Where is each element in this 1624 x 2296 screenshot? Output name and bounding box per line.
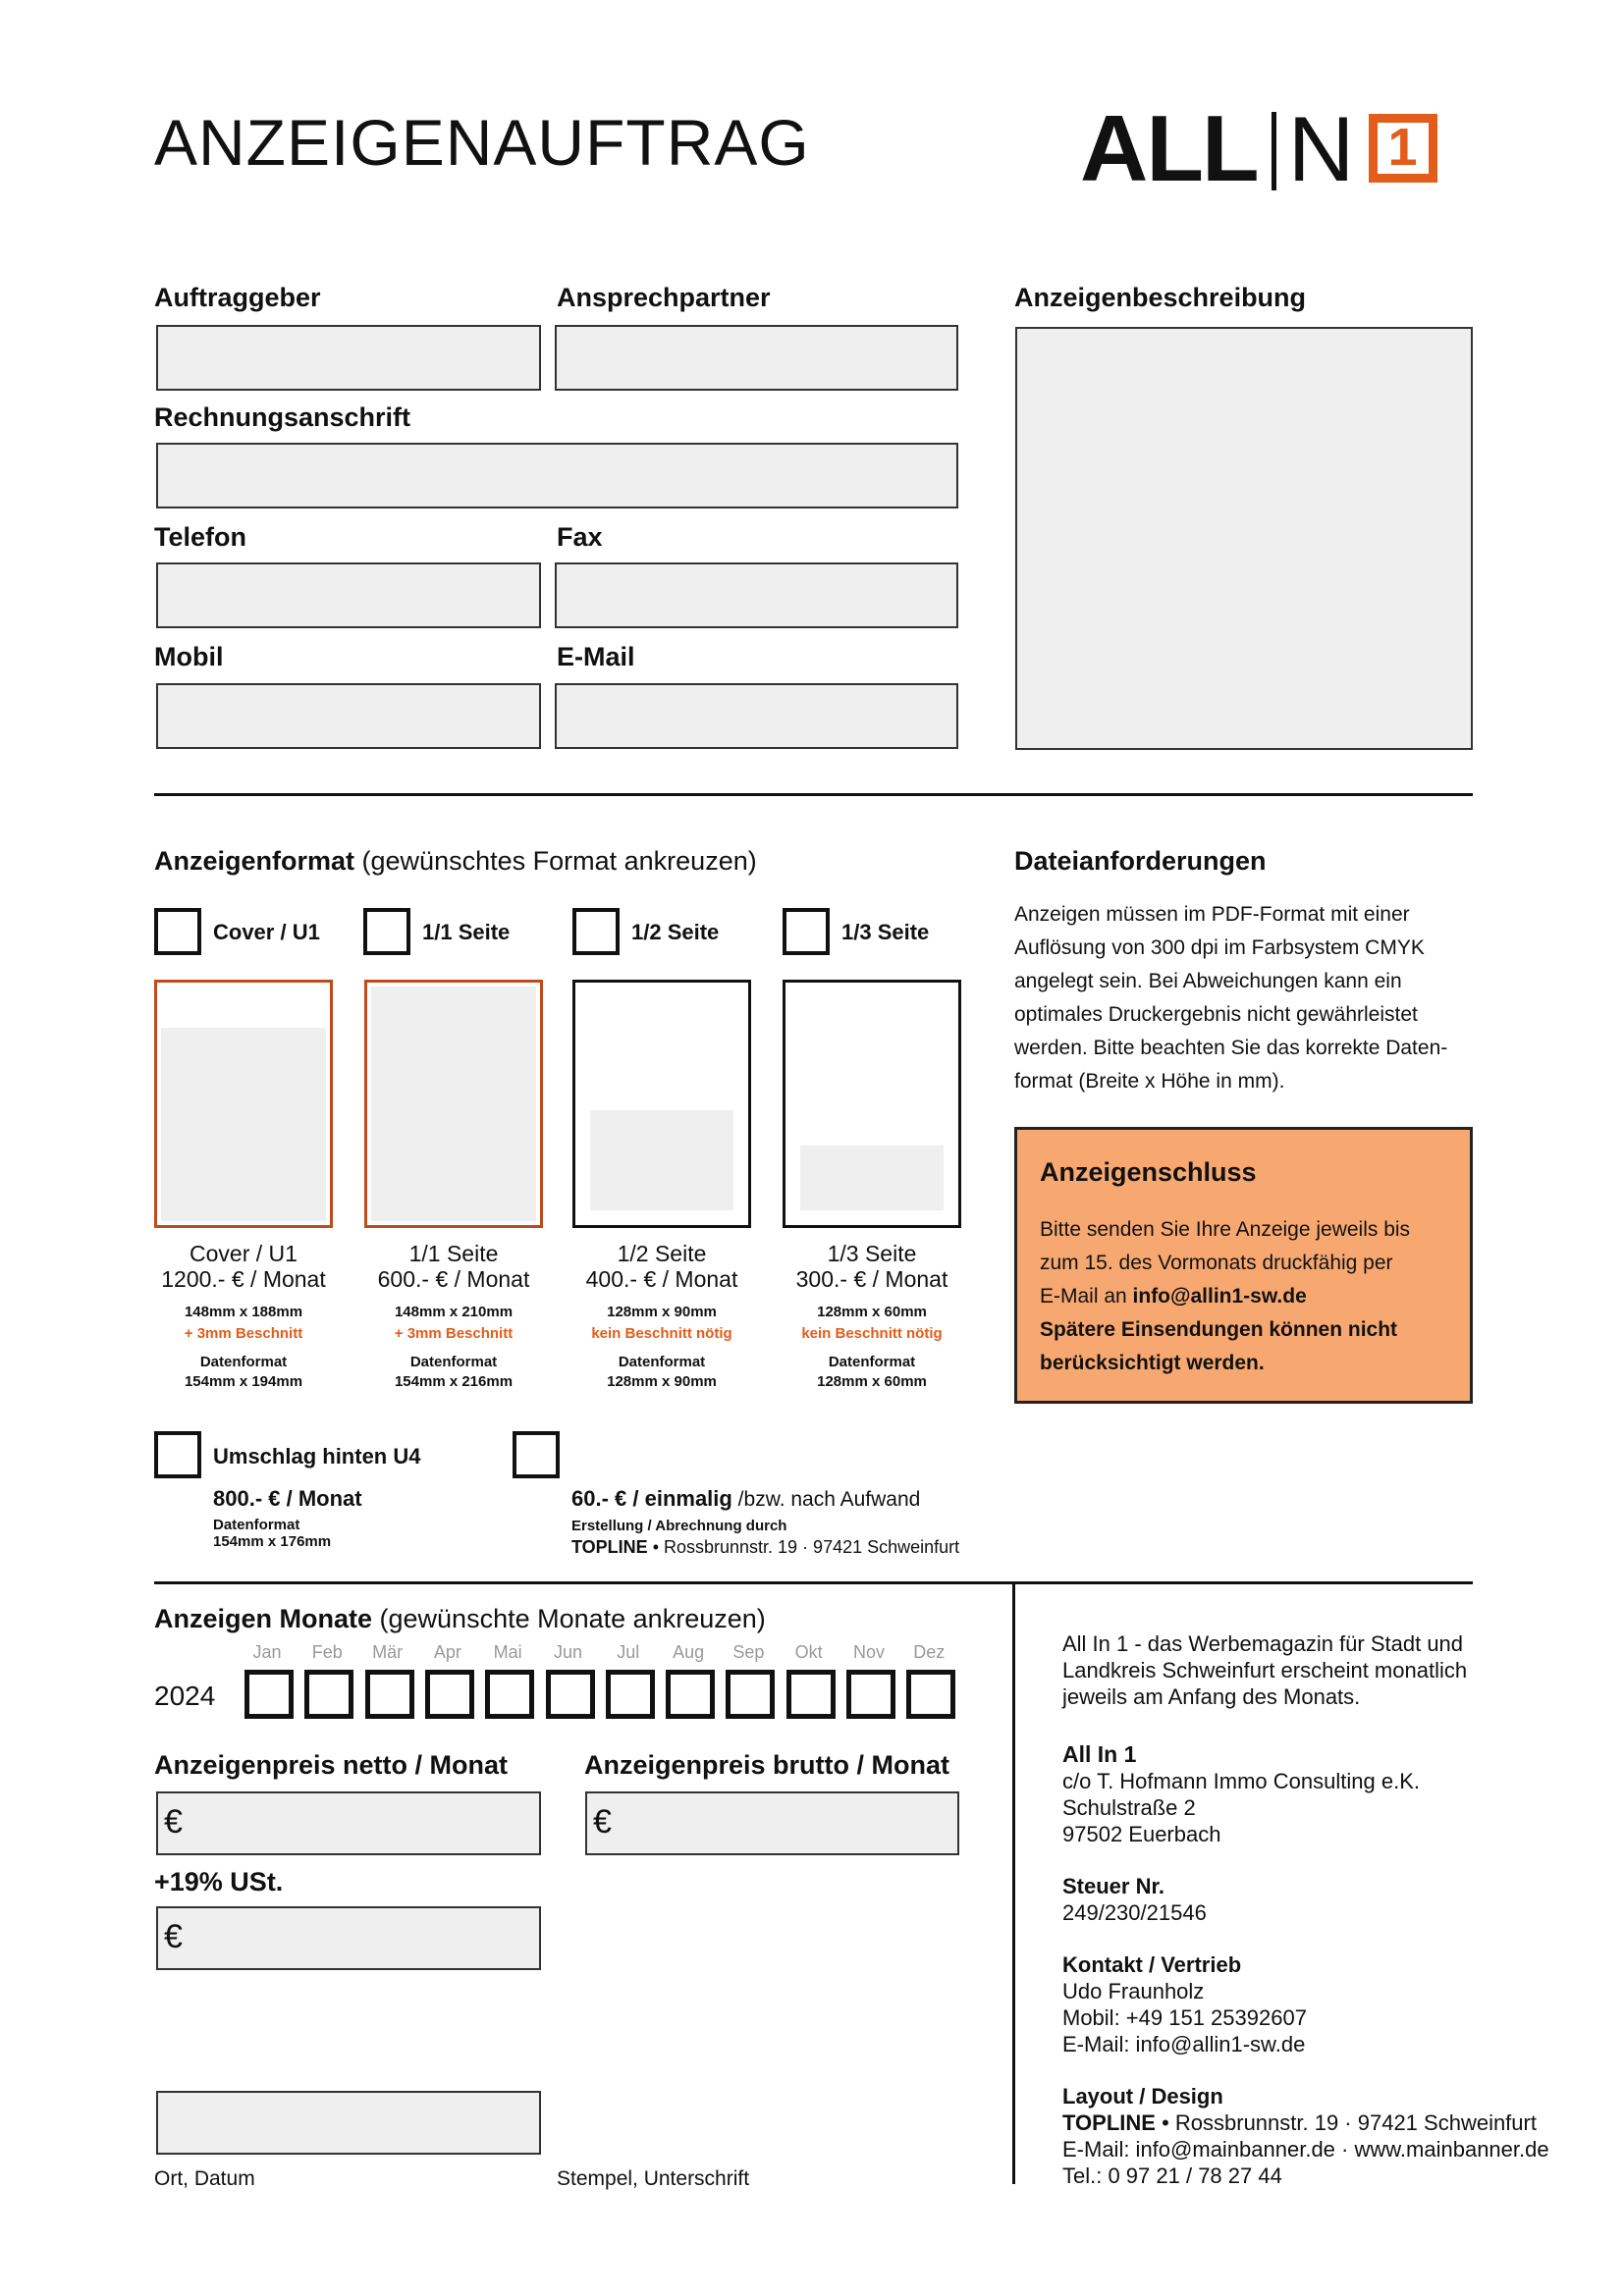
format-name: 1/2 Seite <box>617 1241 707 1266</box>
deadline-heading: Anzeigenschluss <box>1040 1157 1257 1187</box>
logo-bar <box>1272 112 1276 190</box>
info-contact <box>1062 1951 1307 2057</box>
info-layout-line: Tel.: 0 97 21 / 78 27 44 <box>1062 2163 1282 2188</box>
format-info-cover <box>135 1241 352 1392</box>
info-contact-line: E-Mail: info@allin1-sw.de <box>1062 2032 1306 2056</box>
info-layout-topline: TOPLINE <box>1062 2110 1156 2135</box>
format-size: 148mm x 188mm <box>184 1304 303 1320</box>
checkbox-full-page-label: 1/1 Seite <box>422 920 511 944</box>
netto-field[interactable] <box>156 1791 541 1855</box>
u4-data-size: 154mm x 176mm <box>213 1533 332 1550</box>
preview-half-page <box>572 980 751 1228</box>
euro-sign: € <box>164 1803 183 1841</box>
month-checkbox-apr[interactable] <box>425 1670 474 1719</box>
preview-cover-area <box>161 1028 326 1221</box>
checkbox-cover-label: Cover / U1 <box>213 920 320 944</box>
deadline-box <box>1014 1127 1473 1404</box>
info-company-line: c/o T. Hofmann Immo Consulting e.K. <box>1062 1769 1420 1793</box>
format-heading-bold: Anzeigenformat <box>154 846 355 876</box>
requirements-heading: Dateianforderungen <box>1014 846 1267 876</box>
format-data-label: Datenformat <box>409 1354 498 1370</box>
deadline-text <box>1040 1213 1410 1380</box>
anzeigenbeschreibung-label: Anzeigenbeschreibung <box>1014 283 1307 312</box>
design-price-bold: 60.- € / einmalig <box>571 1486 732 1511</box>
month-checkbox-jun[interactable] <box>546 1670 595 1719</box>
checkbox-u4-label: Umschlag hinten U4 <box>213 1444 421 1468</box>
format-info-third-page <box>764 1241 980 1392</box>
month-checkbox-nov[interactable] <box>846 1670 895 1719</box>
month-label-nov: Nov <box>852 1642 885 1662</box>
format-size: 128mm x 90mm <box>607 1304 717 1320</box>
info-layout-address: • Rossbrunnstr. 19 · 97421 Schweinfurt <box>1155 2110 1537 2135</box>
divider-vertical <box>1012 1581 1015 2184</box>
info-intro-line: All In 1 - das Werbemagazin für Stadt und <box>1062 1631 1464 1656</box>
checkbox-half-page-label: 1/2 Seite <box>631 920 720 944</box>
deadline-line2: zum 15. des Vormonats druckfähig per <box>1040 1252 1393 1274</box>
deadline-line3-pre: E-Mail an <box>1040 1285 1133 1308</box>
info-company-name: All In 1 <box>1062 1741 1137 1767</box>
format-name: Cover / U1 <box>189 1241 298 1266</box>
month-label-mär: Mär <box>372 1642 404 1662</box>
format-note: kein Beschnitt nötig <box>801 1325 943 1342</box>
brutto-field[interactable] <box>585 1791 959 1855</box>
format-heading-rest: (gewünschtes Format ankreuzen) <box>354 846 757 876</box>
info-layout-topline-line <box>1062 2109 1549 2136</box>
email-field[interactable] <box>555 683 958 749</box>
month-checkbox-okt[interactable] <box>786 1670 836 1719</box>
format-data-size: 128mm x 60mm <box>817 1373 927 1390</box>
requirements-line: Anzeigen müssen im PDF-Format mit einer <box>1014 903 1410 926</box>
info-intro <box>1062 1630 1467 1710</box>
logo-number-box <box>1369 114 1437 183</box>
format-price: 300.- € / Monat <box>795 1266 948 1292</box>
requirements-text <box>1014 898 1447 1098</box>
format-note: + 3mm Beschnitt <box>394 1325 514 1342</box>
format-size: 148mm x 210mm <box>394 1304 514 1320</box>
deadline-line4: Spätere Einsendungen können nicht <box>1040 1318 1398 1341</box>
info-layout <box>1062 2083 1549 2189</box>
months-heading-rest: (gewünschte Monate ankreuzen) <box>372 1604 766 1633</box>
month-label-aug: Aug <box>673 1642 705 1662</box>
preview-third-page <box>783 980 961 1228</box>
info-intro-line: jeweils am Anfang des Monats. <box>1062 1684 1361 1709</box>
ansprechpartner-label: Ansprechpartner <box>557 283 771 312</box>
preview-full-page-area <box>371 987 536 1221</box>
rechnungsanschrift-label: Rechnungsanschrift <box>154 402 411 432</box>
preview-third-page-area <box>800 1146 944 1210</box>
rechnungsanschrift-field[interactable] <box>156 443 958 508</box>
mobil-label: Mobil <box>154 642 224 671</box>
preview-half-page-area <box>590 1110 733 1210</box>
design-line1: Erstellung / Abrechnung durch <box>571 1518 787 1534</box>
logo-number: 1 <box>1387 118 1418 177</box>
ort-datum-label: Ort, Datum <box>154 2167 255 2190</box>
format-data-label: Datenformat <box>828 1354 916 1370</box>
format-size: 128mm x 60mm <box>817 1304 927 1320</box>
ansprechpartner-field[interactable] <box>555 325 958 391</box>
requirements-line: optimales Druckergebnis nicht gewährleistet <box>1014 1003 1418 1026</box>
format-price: 400.- € / Monat <box>585 1266 738 1292</box>
month-checkbox-dez[interactable] <box>906 1670 955 1719</box>
deadline-line5: berücksichtigt werden. <box>1040 1352 1265 1374</box>
design-price-rest: /bzw. nach Aufwand <box>731 1488 921 1511</box>
format-price: 600.- € / Monat <box>377 1266 530 1292</box>
design-topline: TOPLINE <box>571 1537 648 1557</box>
info-intro-line: Landkreis Schweinfurt erscheint monatlich <box>1062 1658 1468 1682</box>
month-checkbox-mai[interactable] <box>485 1670 534 1719</box>
format-note: kein Beschnitt nötig <box>591 1325 732 1342</box>
telefon-label: Telefon <box>154 522 246 552</box>
design-address: • Rossbrunnstr. 19 · 97421 Schweinfurt <box>647 1537 960 1557</box>
month-checkbox-jul[interactable] <box>606 1670 655 1719</box>
page-title: ANZEIGENAUFTRAG <box>154 106 810 179</box>
info-company <box>1062 1741 1420 1847</box>
month-label-okt: Okt <box>794 1642 823 1662</box>
info-tax <box>1062 1873 1207 1926</box>
allin1-logo <box>1080 96 1437 201</box>
format-data-size: 154mm x 194mm <box>184 1373 303 1390</box>
email-label: E-Mail <box>557 642 635 671</box>
format-data-size: 154mm x 216mm <box>394 1373 514 1390</box>
info-contact-line: Mobil: +49 151 25392607 <box>1062 2005 1307 2030</box>
month-checkbox-sep[interactable] <box>726 1670 775 1719</box>
divider-middle <box>154 1581 1473 1584</box>
checkbox-design[interactable] <box>513 1431 560 1478</box>
info-contact-line: Udo Fraunholz <box>1062 1979 1205 2003</box>
ust-field[interactable] <box>156 1906 541 1970</box>
checkbox-third-page-label: 1/3 Seite <box>841 920 930 944</box>
auftraggeber-field[interactable] <box>156 325 541 391</box>
months-heading-bold: Anzeigen Monate <box>154 1604 373 1633</box>
month-checkbox-mär[interactable] <box>365 1670 414 1719</box>
format-price: 1200.- € / Monat <box>161 1266 326 1292</box>
requirements-line: angelegt sein. Bei Abweichungen kann ein <box>1014 970 1402 992</box>
divider-top <box>154 793 1473 796</box>
format-heading <box>154 846 757 877</box>
auftraggeber-label: Auftraggeber <box>154 283 321 312</box>
format-name: 1/3 Seite <box>827 1241 917 1266</box>
format-info-full-page <box>346 1241 562 1392</box>
format-note: + 3mm Beschnitt <box>184 1325 303 1342</box>
u4-data-label: Datenformat <box>213 1517 300 1533</box>
mobil-field[interactable] <box>156 683 541 749</box>
month-label-apr: Apr <box>433 1642 461 1662</box>
logo-all-text: ALL <box>1080 96 1258 201</box>
info-company-line: 97502 Euerbach <box>1062 1822 1221 1846</box>
euro-sign: € <box>164 1918 183 1955</box>
format-data-label: Datenformat <box>618 1354 706 1370</box>
month-label-dez: Dez <box>913 1642 946 1662</box>
euro-sign: € <box>593 1803 612 1841</box>
fax-label: Fax <box>557 522 603 552</box>
ort-datum-field[interactable] <box>156 2091 541 2155</box>
info-contact-label: Kontakt / Vertrieb <box>1062 1952 1242 1977</box>
month-checkbox-feb[interactable] <box>304 1670 353 1719</box>
format-data-label: Datenformat <box>199 1354 288 1370</box>
preview-full-page <box>364 980 543 1228</box>
fax-field[interactable] <box>555 562 958 628</box>
ust-label: +19% USt. <box>154 1867 284 1896</box>
info-tax-value: 249/230/21546 <box>1062 1900 1207 1925</box>
info-tax-label: Steuer Nr. <box>1062 1874 1164 1898</box>
requirements-line: format (Breite x Höhe in mm). <box>1014 1070 1285 1093</box>
checkbox-full-page[interactable] <box>363 908 410 955</box>
format-info-half-page <box>554 1241 770 1392</box>
deadline-line1: Bitte senden Sie Ihre Anzeige jeweils bis <box>1040 1218 1411 1241</box>
logo-n-text: N <box>1287 97 1355 200</box>
telefon-field[interactable] <box>156 562 541 628</box>
design-line2 <box>571 1537 959 1558</box>
format-data-size: 128mm x 90mm <box>607 1373 717 1390</box>
months-heading <box>154 1604 766 1634</box>
month-label-sep: Sep <box>732 1642 765 1662</box>
requirements-line: Auflösung von 300 dpi im Farbsystem CMYK <box>1014 936 1425 959</box>
info-company-line: Schulstraße 2 <box>1062 1795 1196 1820</box>
brutto-label: Anzeigenpreis brutto / Monat <box>584 1750 950 1780</box>
month-label-feb: Feb <box>311 1642 343 1662</box>
month-checkbox-aug[interactable] <box>666 1670 715 1719</box>
preview-cover <box>154 980 333 1228</box>
deadline-email: info@allin1-sw.de <box>1132 1285 1307 1308</box>
checkbox-half-page[interactable] <box>572 908 620 955</box>
month-checkbox-jan[interactable] <box>244 1670 294 1719</box>
month-label-mai: Mai <box>493 1642 522 1662</box>
info-layout-label: Layout / Design <box>1062 2084 1223 2109</box>
deadline-line3 <box>1040 1280 1410 1313</box>
requirements-line: werden. Bitte beachten Sie das korrekte Daten- <box>1014 1037 1448 1059</box>
design-price <box>571 1486 920 1512</box>
netto-label: Anzeigenpreis netto / Monat <box>154 1750 509 1780</box>
info-layout-line: E-Mail: info@mainbanner.de · www.mainbanner.de <box>1062 2137 1549 2162</box>
checkbox-u4[interactable] <box>154 1431 201 1478</box>
format-name: 1/1 Seite <box>408 1241 499 1266</box>
u4-price: 800.- € / Monat <box>213 1486 362 1511</box>
checkbox-third-page[interactable] <box>783 908 830 955</box>
month-label-jun: Jun <box>553 1642 583 1662</box>
stempel-label: Stempel, Unterschrift <box>557 2167 750 2190</box>
year-label: 2024 <box>154 1681 216 1711</box>
anzeigenbeschreibung-field[interactable] <box>1015 327 1473 750</box>
month-label-jul: Jul <box>617 1642 640 1662</box>
checkbox-cover[interactable] <box>154 908 201 955</box>
month-label-jan: Jan <box>252 1642 282 1662</box>
